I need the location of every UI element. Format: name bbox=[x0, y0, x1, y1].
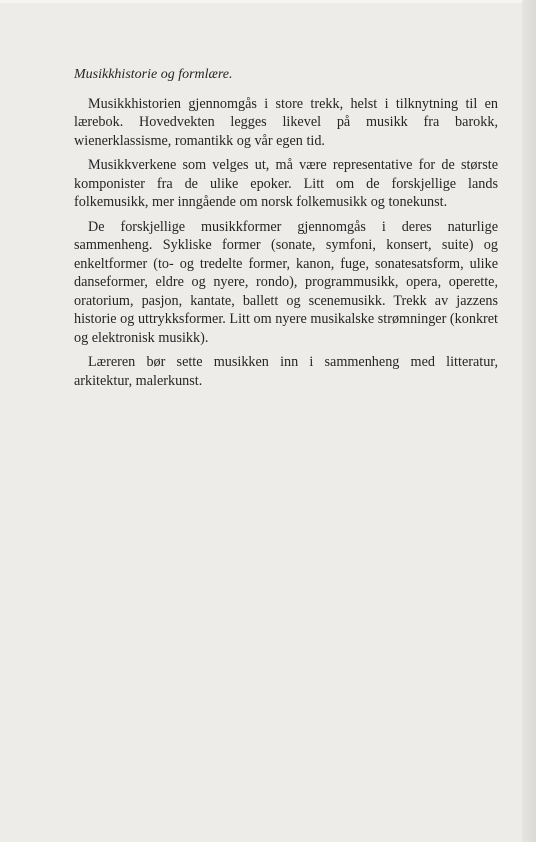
paragraph-1: Musikkhistorien gjennomgås i store trekk, helst i tilknytning til en lærebok. Hovedvekten legges likevel på musikk fra barokk, wienerklassisme, romantikk og vår egen tid. bbox=[74, 95, 498, 149]
paragraph-2: Musikkverkene som velges ut, må være representative for de største komponister fra de ulike epoker. Litt om de forskjellige lands folkemusikk, mer inngående om norsk folkemusikk og tonekunst. bbox=[74, 157, 498, 210]
paragraph-4: Læreren bør sette musikken inn i sammenheng med litteratur, arkitektur, malerkunst. bbox=[74, 354, 498, 389]
page-right-edge bbox=[522, 0, 536, 842]
document-body bbox=[74, 66, 498, 396]
section-heading: Musikkhistorie og formlære. bbox=[74, 67, 233, 82]
paragraph-3: De forskjellige musikkformer gjennomgås i deres naturlige sammenheng. Sykliske former (sonate, symfoni, konsert, suite) og enkeltformer (to- og tredelte former, kanon, fuge, sonatesatsform, ulike danseformer, eldre og nyere, rondo), programmusikk, opera, operette, oratorium, pasjon, kantate, ballett og scenemusikk. Trekk av jazzens historie og uttrykksformer. Litt om nyere musikalske strømninger (konkret og elektronisk musikk). bbox=[74, 218, 498, 346]
page-top-edge bbox=[0, 0, 536, 3]
